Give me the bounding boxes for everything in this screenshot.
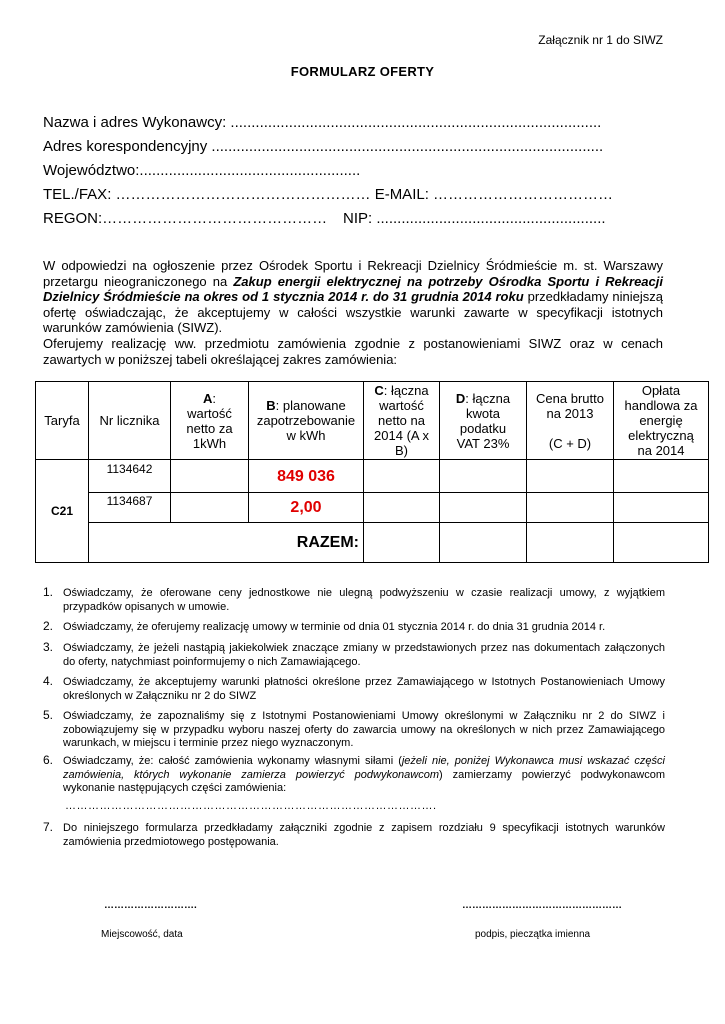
total-gross[interactable] bbox=[527, 523, 614, 563]
signature-dots[interactable]: ………………………………………… bbox=[462, 900, 622, 911]
field-telfax-email[interactable]: TEL./FAX: …………………………………………… E-MAIL: ……………………………… bbox=[43, 186, 614, 203]
cell-d-2[interactable] bbox=[440, 493, 527, 523]
cell-fee-1[interactable] bbox=[614, 460, 709, 493]
place-date-dots[interactable]: ………………………. bbox=[104, 900, 197, 911]
offer-table bbox=[35, 381, 709, 563]
field-address[interactable]: Adres korespondencyjny .............................................................................................. bbox=[43, 138, 604, 155]
cell-taryfa: C21 bbox=[36, 460, 89, 563]
cell-meter-2: 1134687 bbox=[89, 493, 171, 523]
cell-a-2[interactable] bbox=[171, 493, 249, 523]
intro-text: W odpowiedzi na ogłoszenie przez Ośrodek Sportu i Rekreacji Dzielnicy Śródmieście m. st. Warszawy przetargu nieograniczonego na Zakup energii elektrycznej na potrzeby Ośrodka Sportu i Rekreacji Dzielnicy Śródmieście na okres od 1 stycznia 2014 r. do 31 grudnia 2014 roku przedkładamy niniejszą ofertę oświadczając, że akceptujemy w całości wszystkie warunki zawarte w specyfikacji istotnych warunków zamówienia (SIWZ). Oferujemy realizację ww. przedmiotu zamówienia zgodnie z postanowieniami SIWZ oraz w cenach zawartych w poniższej tabeli określającej zakres zamówienia: bbox=[43, 258, 664, 367]
attachment-note: Załącznik nr 1 do SIWZ bbox=[538, 33, 663, 47]
header-d: D: łączna kwota podatku VAT 23% bbox=[440, 382, 527, 460]
header-c: C: łączna wartość netto na 2014 (A x B) bbox=[364, 382, 440, 460]
total-fee[interactable] bbox=[614, 523, 709, 563]
field-name[interactable]: Nazwa i adres Wykonawcy: ......................................................................................... bbox=[43, 114, 602, 131]
subcontract-dots-line[interactable]: ……………………………………………………………………………………. bbox=[65, 800, 437, 812]
header-gross: Cena brutto na 2013 (C + D) bbox=[527, 382, 614, 460]
form-title: FORMULARZ OFERTY bbox=[290, 64, 435, 79]
declaration-7: 7. Do niniejszego formularza przedkładamy załączniki zgodnie z zapisem rozdziału 9 specyfikacji istotnych warunków zamówienia przedmiotowego postępowania. bbox=[43, 820, 665, 848]
declaration-3: 3. Oświadczamy, że jeżeli nastąpią jakiekolwiek znaczące zmiany w przedstawionych przez nas dokumentach załączonych do oferty, natychmiast poinformujemy o nich Zamawiającego. bbox=[43, 640, 665, 668]
declaration-4: 4. Oświadczamy, że akceptujemy warunki płatności określone przez Zamawiającego w Istotnych Postanowieniach Umowy określonych w Załączniku nr 2 do SIWZ bbox=[43, 674, 665, 702]
signature-label: podpis, pieczątka imienna bbox=[475, 929, 591, 940]
header-taryfa: Taryfa bbox=[36, 382, 89, 460]
header-fee: Opłata handlowa za energię elektryczną na 2014 bbox=[614, 382, 709, 460]
header-meter: Nr licznika bbox=[89, 382, 171, 460]
cell-fee-2[interactable] bbox=[614, 493, 709, 523]
cell-gross-2[interactable] bbox=[527, 493, 614, 523]
cell-meter-1: 1134642 bbox=[89, 460, 171, 493]
cell-c-2[interactable] bbox=[364, 493, 440, 523]
declaration-2: 2. Oświadczamy, że oferujemy realizację umowy w terminie od dnia 01 stycznia 2014 r. do dnia 31 grudnia 2014 r. bbox=[43, 619, 606, 633]
cell-c-1[interactable] bbox=[364, 460, 440, 493]
declaration-1: 1. Oświadczamy, że oferowane ceny jednostkowe nie ulegną podwyższeniu w czasie realizacji umowy, z wyjątkiem przypadków opisanych w umowie. bbox=[43, 585, 665, 613]
header-a: A: wartość netto za 1kWh bbox=[171, 382, 249, 460]
declaration-5: 5. Oświadczamy, że zapoznaliśmy się z Istotnymi Postanowieniami Umowy określonymi w Załączniku nr 2 do SIWZ i zobowiązujemy się w przypadku wyboru naszej oferty do zawarcia umowy na określonych w nich przez Zamawiającego warunkach, w miejscu i terminie przez niego wyznaczonym. bbox=[43, 708, 665, 750]
field-regon[interactable]: REGON:……………………………………… bbox=[43, 210, 328, 227]
cell-d-1[interactable] bbox=[440, 460, 527, 493]
cell-gross-1[interactable] bbox=[527, 460, 614, 493]
cell-a-1[interactable] bbox=[171, 460, 249, 493]
field-voivodeship[interactable]: Województwo:..................................................... bbox=[43, 162, 361, 179]
cell-b-2: 2,00 bbox=[249, 493, 364, 523]
place-date-label: Miejscowość, data bbox=[101, 929, 183, 940]
total-label: RAZEM: bbox=[89, 523, 364, 563]
cell-b-1: 849 036 bbox=[249, 460, 364, 493]
total-d[interactable] bbox=[440, 523, 527, 563]
total-c[interactable] bbox=[364, 523, 440, 563]
declaration-6: 6. Oświadczamy, że: całość zamówienia wykonamy własnymi siłami (jeżeli nie, poniżej Wykonawca musi wskazać części zamówienia, których wykonanie zamierza powierzyć podwykonawcom) zamierzamy powierzyć podwykonawcom wykonanie następujących części zamówienia: bbox=[43, 753, 665, 795]
field-nip[interactable]: NIP: ....................................................... bbox=[343, 210, 606, 227]
header-b: B: planowane zapotrzebowanie w kWh bbox=[249, 382, 364, 460]
